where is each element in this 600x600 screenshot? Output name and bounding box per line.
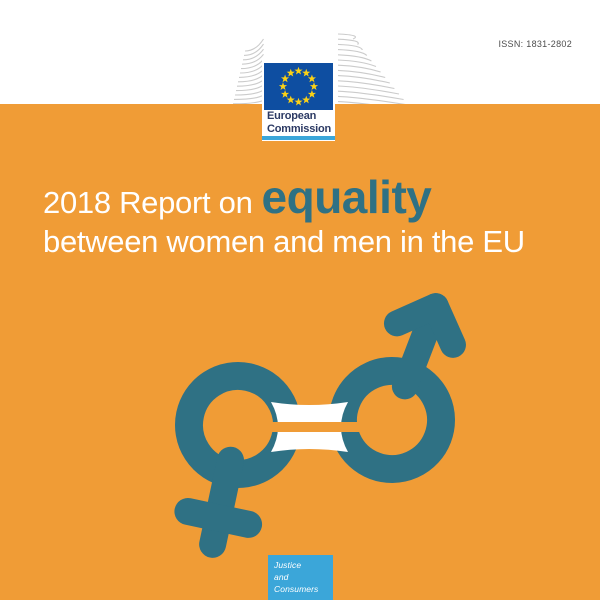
report-title-line2: between women and men in the EU <box>43 224 525 259</box>
badge-line2: and Consumers <box>274 572 319 594</box>
title-highlight: equality <box>261 171 432 223</box>
badge-line1: Justice <box>274 560 302 570</box>
logo-org-line1: European <box>267 110 317 122</box>
issn-label: ISSN: 1831-2802 <box>498 39 572 49</box>
dg-justice-badge <box>268 555 333 600</box>
title-prefix: 2018 Report on <box>43 185 253 220</box>
male-symbol-icon <box>329 289 482 484</box>
logo-org-line2: Commission <box>267 122 332 135</box>
female-symbol-icon <box>165 367 296 555</box>
